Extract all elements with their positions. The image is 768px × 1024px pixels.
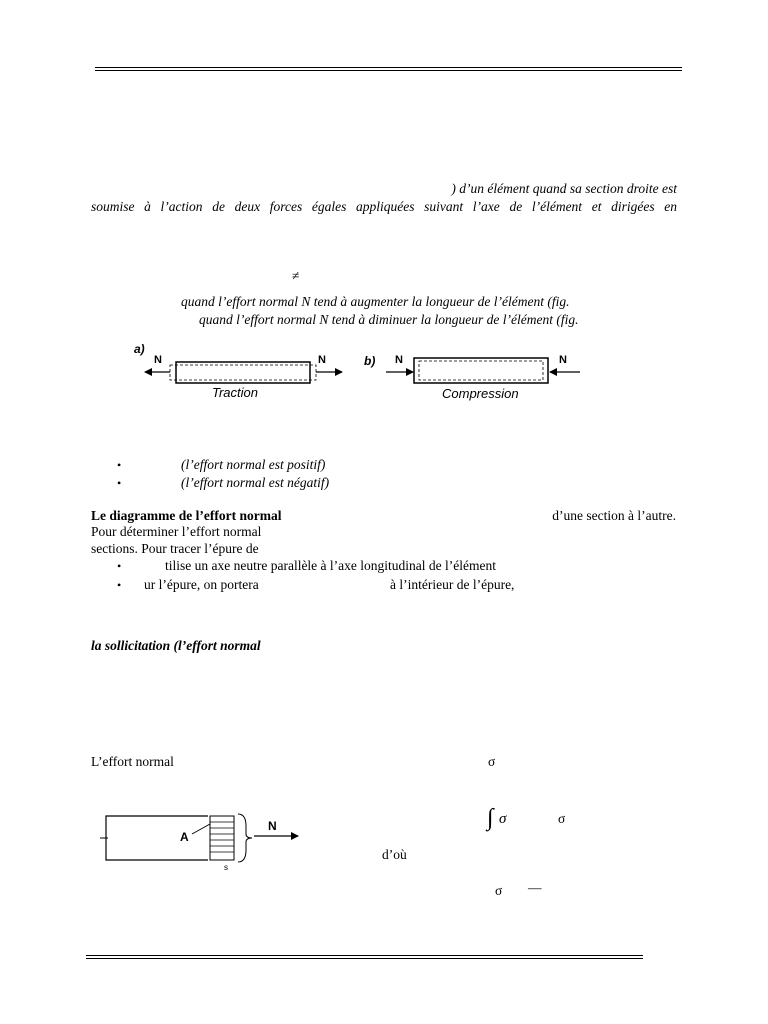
small-label: s <box>224 863 228 872</box>
sigma-1: σ <box>488 754 496 769</box>
bullet-negative: • <box>117 476 122 490</box>
diagram-line1-end: d’une section à l’autre. <box>552 508 676 523</box>
diagram-title: Le diagramme de l’effort normal <box>91 508 282 523</box>
traction-caption: Traction <box>212 385 258 400</box>
traction-n-right: N <box>318 354 326 366</box>
paragraph1-line1: ) d’un élément quand sa section droite est <box>451 181 677 196</box>
fraction-bar: — <box>528 880 542 895</box>
area-leader <box>192 824 210 834</box>
force-label: N <box>268 819 277 833</box>
sigma-3: σ <box>558 811 566 826</box>
neq-symbol: ≠ <box>292 268 300 283</box>
sollicitation-heading: la sollicitation (l’effort normal <box>91 638 261 653</box>
negative-text: (l’effort normal est négatif) <box>181 475 330 490</box>
figure-stress-distribution <box>96 800 306 872</box>
diagram-line2: Pour déterminer l’effort normal <box>91 524 262 539</box>
sigma-4: σ <box>495 883 503 898</box>
traction-bar-deformed <box>170 365 316 380</box>
diagram-bullet2-marker: • <box>117 578 122 592</box>
compression-line: quand l’effort normal N tend à diminuer la longueur de l’élément (fig. <box>199 312 579 327</box>
integral-sign: ∫ <box>487 805 494 831</box>
sigma-2: σ <box>499 811 507 827</box>
area-label: A <box>180 830 189 844</box>
brace <box>238 814 252 862</box>
diagram-bullet1-marker: • <box>117 559 122 573</box>
diagram-bullet1: tilise un axe neutre parallèle à l’axe longitudinal de l’élément <box>165 558 496 573</box>
compression-bar <box>414 358 548 383</box>
diagram-bullet2-a: ur l’épure, on portera <box>144 577 259 592</box>
effort-label: L’effort normal <box>91 754 174 769</box>
label-b: b) <box>364 354 376 368</box>
stress-block <box>210 816 234 860</box>
compression-caption: Compression <box>442 386 519 401</box>
positive-text: (l’effort normal est positif) <box>181 457 326 472</box>
compression-bar-deformed <box>419 361 543 380</box>
diagram-bullet2-b: à l’intérieur de l’épure, <box>390 577 515 592</box>
figure-traction-compression <box>120 335 600 410</box>
paragraph1-line2: soumise à l’action de deux forces égales appliquées suivant l’axe de l’élément et dirigées en <box>91 199 677 214</box>
bar-outline <box>106 816 208 860</box>
compression-n-right: N <box>559 354 567 366</box>
traction-n-left: N <box>154 354 162 366</box>
traction-line: quand l’effort normal N tend à augmenter la longueur de l’élément (fig. <box>181 294 570 309</box>
dou-text: d’où <box>382 847 407 862</box>
bullet-positive: • <box>117 458 122 472</box>
compression-n-left: N <box>395 354 403 366</box>
diagram-line3: sections. Pour tracer l’épure de <box>91 541 259 556</box>
label-a: a) <box>134 342 145 356</box>
